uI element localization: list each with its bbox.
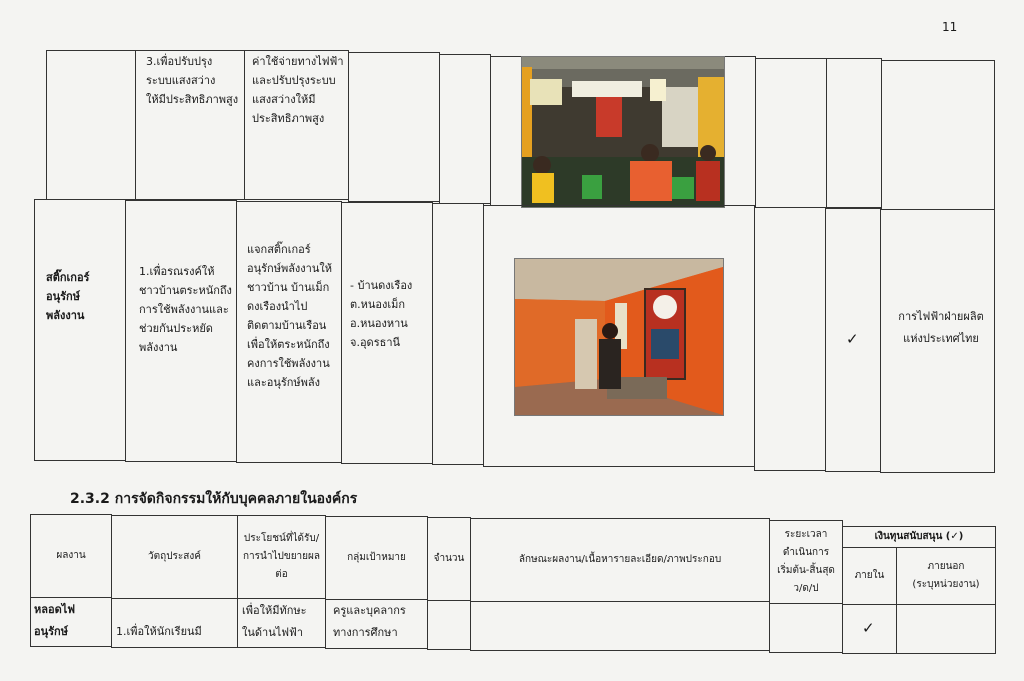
- table2-row1-period-cell: [769, 603, 843, 653]
- table2-row1-benefit: เพื่อให้มีทักษะ ในด้านไฟฟ้า: [242, 604, 307, 639]
- table1-row2-work-cell: [34, 199, 126, 461]
- header-work: [30, 514, 112, 598]
- header-period: [769, 520, 843, 604]
- photo-meeting-tent-image: [522, 57, 724, 207]
- table2-row1-detail-cell: [470, 601, 770, 651]
- table1-row2-amount-cell: [432, 203, 484, 465]
- table1-row2-period-cell: [754, 207, 826, 471]
- header-benefit: [237, 515, 326, 599]
- table1-row2-target: - บ้านดงเรือง ต.หนองเม็ก อ.หนองหาน จ.อุดรธานี: [350, 279, 413, 349]
- header-objective-label: วัตถุประสงค์: [148, 551, 201, 562]
- header-target: [325, 516, 428, 600]
- header-work-label: ผลงาน: [56, 550, 86, 561]
- header-detail-label: ลักษณะผลงาน/เนื้อหารายละเอียด/ภาพประกอบ: [518, 554, 722, 565]
- table1-row1-period-cell: [755, 58, 827, 208]
- header-benefit-label: ประโยชน์ที่ได้รับ/ การนำไปขยายผล ต่อ: [242, 533, 321, 580]
- table2-row1-external-cell: [896, 604, 996, 654]
- table1-row2-internal-check: ✓: [846, 330, 859, 348]
- table1-row1-objective: 3.เพื่อปรับปรุง ระบบแสงสว่าง ให้มีประสิทธิภาพสูง: [146, 55, 239, 106]
- table1-row2-work: สติ๊กเกอร์ อนุรักษ์ พลังงาน: [46, 271, 90, 322]
- header-external: [896, 547, 996, 605]
- table2-row1-target: ครูและบุคลากร ทางการศึกษา: [333, 604, 406, 639]
- section-title: 2.3.2 การจัดกิจกรรมให้กับบุคคลภายในองค์กร: [70, 491, 358, 507]
- table2-row1-work: หลอดไฟ อนุรักษ์: [34, 603, 76, 638]
- photo-energy-display: [514, 258, 724, 416]
- page-number: 11: [942, 20, 958, 34]
- table1-row1-benefit: ค่าใช้จ่ายทางไฟฟ้า และปรับปรุงระบบ แสงสว่างให้มี ประสิทธิภาพสูง: [252, 55, 344, 125]
- header-amount: [427, 517, 471, 601]
- header-external-label: ภายนอก (ระบุหน่วยงาน): [912, 561, 980, 590]
- photo-meeting-tent: [521, 56, 725, 208]
- table1-row2-external: การไฟฟ้าฝ่ายผลิต แห่งประเทศไทย: [898, 310, 984, 345]
- header-period-label: ระยะเวลา ดำเนินการ เริ่มต้น-สิ้นสุด ว/ด/ป: [777, 529, 835, 594]
- header-target-label: กลุ่มเป้าหมาย: [347, 552, 406, 563]
- table2-row1-amount-cell: [427, 600, 471, 650]
- table1-row1-amount-cell: [439, 54, 491, 204]
- table1-row2-objective: 1.เพื่อรณรงค์ให้ ชาวบ้านตระหนักถึง การใช้พลังงานและ ช่วยกันประหยัด พลังงาน: [139, 265, 232, 354]
- header-internal: [842, 547, 897, 605]
- table2-row1-objective: 1.เพื่อให้นักเรียนมี: [116, 625, 202, 638]
- header-objective: [111, 515, 238, 599]
- table1-row1-target-cell: [348, 52, 440, 202]
- table1-row1-work-cell: [46, 50, 136, 200]
- table1-row2-benefit: แจกสติ๊กเกอร์ อนุรักษ์พลังงานให้ ชาวบ้าน บ้านเม็ก ดงเรืองนำไป ติดตามบ้านเรือน เพื่อให้ตระหนักถึง คงการใช้พลังงาน และอนุรักษ์พลัง: [247, 243, 332, 389]
- header-internal-label: ภายใน: [854, 570, 885, 581]
- table1-row1-external-cell: [881, 60, 995, 210]
- table2-row1-internal-check: ✓: [862, 619, 875, 637]
- photo-energy-display-image: [515, 259, 723, 415]
- table1-row1-internal-cell: [826, 58, 882, 208]
- header-amount-label: จำนวน: [433, 553, 465, 564]
- header-funding: [842, 526, 996, 548]
- header-funding-label: เงินทุนสนับสนุน (✓): [874, 531, 964, 542]
- header-detail: [470, 518, 770, 602]
